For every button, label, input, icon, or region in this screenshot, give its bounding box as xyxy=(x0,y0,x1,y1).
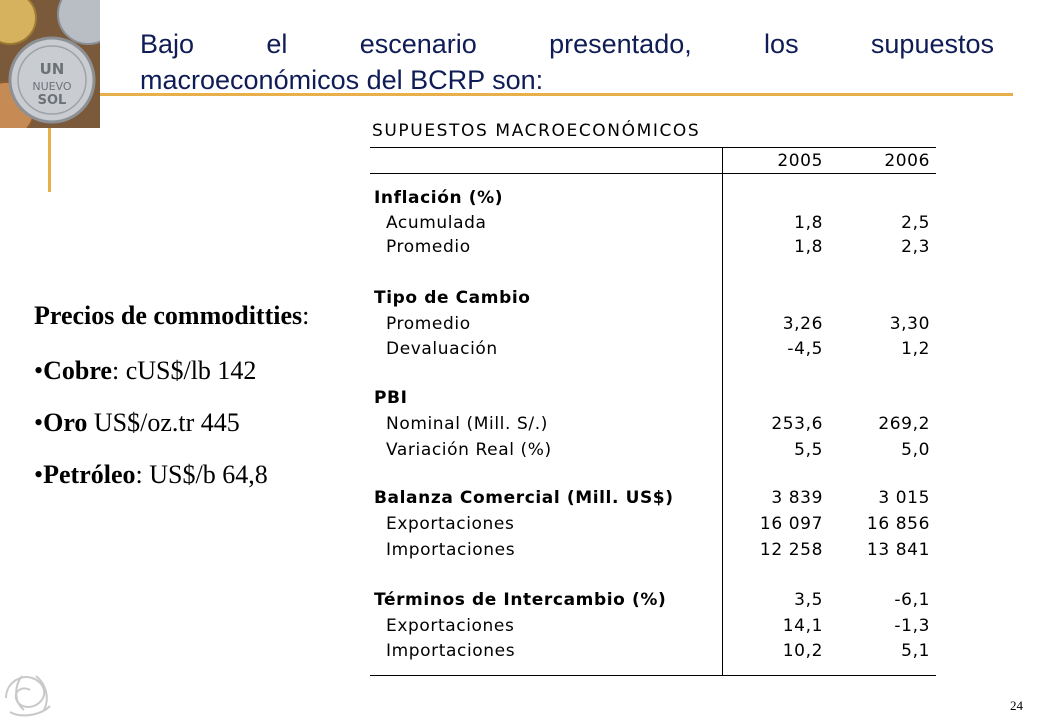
side-rule xyxy=(48,128,51,192)
table-row xyxy=(370,638,936,664)
table-section-row xyxy=(370,385,936,411)
commodity-value: cUS$/lb 142 xyxy=(125,356,257,385)
commodities-heading-colon: : xyxy=(302,301,310,330)
section-label: Términos de Intercambio (%) xyxy=(374,590,667,610)
table-row xyxy=(370,311,936,337)
value-2006: 3 015 xyxy=(878,488,930,508)
table-row xyxy=(370,336,936,362)
row-label: Promedio xyxy=(386,314,471,334)
value-2005: 12 258 xyxy=(759,540,823,560)
svg-text:SOL: SOL xyxy=(37,93,67,108)
commodity-value: US$/b 64,8 xyxy=(149,460,268,489)
row-label: Promedio xyxy=(386,237,471,257)
value-2006: 3,30 xyxy=(889,314,930,334)
table-row xyxy=(370,234,936,260)
value-2005: 3 839 xyxy=(771,488,823,508)
commodities-block xyxy=(34,296,334,492)
row-label: Acumulada xyxy=(386,213,487,233)
table-section-row xyxy=(370,185,936,211)
page-number: 24 xyxy=(1010,698,1023,713)
year-header: 2006 xyxy=(884,151,930,171)
table-row xyxy=(370,537,936,563)
table-title: SUPUESTOS MACROECONÓMICOS xyxy=(372,121,701,141)
section-label: PBI xyxy=(374,388,408,408)
year-header: 2005 xyxy=(777,151,823,171)
value-2006: 2,3 xyxy=(901,237,930,257)
value-2005: 10,2 xyxy=(782,641,823,661)
commodities-heading-text: Precios de commoditties xyxy=(34,301,303,330)
row-label: Devaluación xyxy=(386,339,498,359)
table-row xyxy=(370,511,936,537)
commodity-item: •Oro US$/oz.tr 445 xyxy=(34,408,240,437)
commodity-sep: : xyxy=(111,356,126,385)
row-label: Importaciones xyxy=(386,641,516,661)
value-2006: -1,3 xyxy=(894,616,930,636)
value-2005: 253,6 xyxy=(771,414,823,434)
value-2005: 3,5 xyxy=(794,590,823,610)
value-2005: -4,5 xyxy=(787,339,823,359)
commodity-value: US$/oz.tr 445 xyxy=(93,408,240,437)
value-2006: 269,2 xyxy=(878,414,930,434)
commodity-item: •Petróleo: US$/b 64,8 xyxy=(34,460,268,489)
value-2006: -6,1 xyxy=(894,590,930,610)
coins-image xyxy=(0,0,100,128)
commodities-heading xyxy=(34,296,334,336)
value-2005: 3,26 xyxy=(782,314,823,334)
value-2005: 5,5 xyxy=(794,440,823,460)
slide-title xyxy=(140,26,994,98)
value-2006: 5,0 xyxy=(901,440,930,460)
commodity-item: •Cobre: cUS$/lb 142 xyxy=(34,356,257,385)
commodity-name: Cobre xyxy=(43,356,112,385)
title-line-1: Bajo el escenario presentado, los supuestos xyxy=(140,29,994,59)
section-label: Tipo de Cambio xyxy=(374,288,531,308)
bcrp-logo-icon xyxy=(0,668,58,720)
assumptions-table xyxy=(370,118,936,678)
table-row xyxy=(370,210,936,236)
value-2006: 1,2 xyxy=(901,339,930,359)
row-label: Variación Real (%) xyxy=(386,440,552,460)
table-section-row xyxy=(370,285,936,311)
table-header-row xyxy=(370,148,936,174)
row-label: Importaciones xyxy=(386,540,516,560)
row-label: Exportaciones xyxy=(386,616,515,636)
value-2006: 2,5 xyxy=(901,213,930,233)
row-label: Exportaciones xyxy=(386,514,515,534)
section-label: Inflación (%) xyxy=(374,188,504,208)
table-bottom-rule xyxy=(370,675,936,676)
section-label: Balanza Comercial (Mill. US$) xyxy=(374,488,674,508)
table-section-row xyxy=(370,485,936,511)
title-line-2: macroeconómicos del BCRP son: xyxy=(140,65,544,95)
table-row xyxy=(370,411,936,437)
svg-text:UN: UN xyxy=(39,60,65,78)
table-row xyxy=(370,613,936,639)
commodity-name: Oro xyxy=(43,408,88,437)
value-2006: 16 856 xyxy=(866,514,930,534)
table-section-row xyxy=(370,587,936,613)
svg-text:NUEVO: NUEVO xyxy=(32,80,72,93)
row-label: Nominal (Mill. S/.) xyxy=(386,414,548,434)
value-2005: 1,8 xyxy=(794,237,823,257)
value-2006: 13 841 xyxy=(866,540,930,560)
commodity-name: Petróleo xyxy=(43,460,136,489)
value-2005: 14,1 xyxy=(782,616,823,636)
value-2006: 5,1 xyxy=(901,641,930,661)
table-row xyxy=(370,437,936,463)
value-2005: 1,8 xyxy=(794,213,823,233)
table-header-rule xyxy=(370,173,936,174)
value-2005: 16 097 xyxy=(759,514,823,534)
commodity-sep: : xyxy=(135,460,150,489)
